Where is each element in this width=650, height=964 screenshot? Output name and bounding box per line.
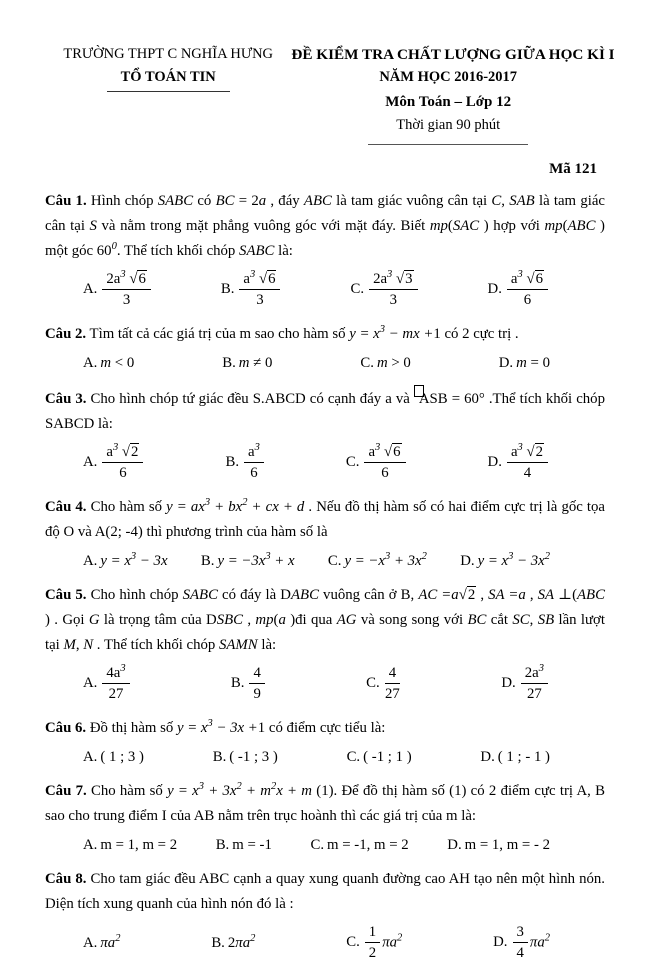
option-label: C. <box>346 934 360 951</box>
department-name: TỔ TOÁN TIN <box>107 69 230 92</box>
fraction: $\frac{4a^3}{27}$ <box>102 664 129 704</box>
sqrt-expression: √6 <box>526 271 543 287</box>
question-label: Câu 4. <box>45 498 87 515</box>
angle-symbol-box <box>414 385 424 397</box>
answer-option-a: A. $y = x^3 - 3x$ <box>83 551 168 569</box>
answer-option-a: A. ( 1 ; 3 ) <box>83 748 144 765</box>
question-text: Câu 8. Cho tam giác đều ABC cạnh a quay xung quanh đường cao AH tạo nên một hình nón. Diện tích xung quanh của hình nón đó là : <box>45 870 605 912</box>
sqrt-expression: √6 <box>384 443 401 460</box>
option-label: B. <box>220 281 235 298</box>
answer-option-d: D. m = 0 <box>498 354 550 371</box>
answer-option-c: C. ( -1 ; 1 ) <box>346 748 412 765</box>
question-text: Câu 1. Hình chóp SABC có BC = 2a , đáy ABC là tam giác vuông cân tại C, SAB là tam giác cân tại S và nằm trong mặt phẳng vuông góc với mặt đáy. Biết mp(SAC ) hợp với mp(ABC ) một góc $60^0$. Thể tích khối chóp SABC là: <box>45 193 605 259</box>
question-2 <box>45 322 605 374</box>
question-label: Câu 6. <box>45 719 87 736</box>
sqrt-expression: √2 <box>458 586 476 603</box>
option-label: A. <box>83 354 98 371</box>
options-row <box>45 922 605 964</box>
school-name: TRƯỜNG THPT C NGHĨA HƯNG <box>63 46 274 62</box>
answer-option-d: D. m = 1, m = - 2 <box>447 836 550 853</box>
option-label: B. <box>212 748 227 765</box>
question-7 <box>45 779 605 856</box>
option-label: D. <box>501 675 516 692</box>
option-label: D. <box>480 748 495 765</box>
option-label: B. <box>230 675 245 692</box>
answer-option-b <box>231 663 267 705</box>
question-6 <box>45 716 605 768</box>
answer-option-c <box>366 663 402 705</box>
option-label: A. <box>83 552 98 569</box>
question-text: Câu 4. Cho hàm số $y = ax^3 + bx^2$ + cx + d . Nếu đồ thị hàm số có hai điểm cực trị là gốc tọa độ O và A(2; -4) thì phương trình của hàm số là <box>45 497 605 540</box>
sqrt-expression: √2 <box>526 443 543 460</box>
question-3 <box>45 385 605 484</box>
school-year: NĂM HỌC 2016-2017 <box>379 69 518 85</box>
options-row <box>45 663 605 705</box>
option-label: D. <box>487 281 502 298</box>
option-label: A. <box>83 934 98 951</box>
options-row <box>45 269 605 311</box>
options-row <box>45 834 605 856</box>
option-label: C. <box>366 675 380 692</box>
question-label: Câu 8. <box>45 870 87 887</box>
option-label: C. <box>327 552 342 569</box>
question-label: Câu 3. <box>45 390 87 407</box>
option-label: D. <box>460 552 475 569</box>
answer-option-b: B. $y = -3x^3 + x$ <box>200 551 295 569</box>
header-divider <box>368 144 528 145</box>
sqrt-expression: √6 <box>129 271 146 287</box>
fraction: $\frac{2a^3}{27}$ <box>521 664 548 704</box>
question-8 <box>45 867 605 964</box>
duration-line: Thời gian 90 phút <box>396 117 501 133</box>
answer-option-d: D. $\frac{3}{4}$ $\pi a^2$ <box>493 923 550 962</box>
answer-option-a: A. m = 1, m = 2 <box>83 836 178 853</box>
header-right-block <box>291 46 615 145</box>
fraction: $\frac{2a^3 √6}{3}$ <box>102 270 150 310</box>
answer-option-b <box>221 269 283 311</box>
answer-option-a <box>83 663 132 705</box>
option-label: B. <box>200 552 215 569</box>
answer-option-a <box>83 442 145 484</box>
answer-option-d <box>501 663 550 705</box>
fraction: $\frac{a^3 √6}{3}$ <box>239 270 280 310</box>
answer-option-c: C. m = -1, m = 2 <box>310 836 409 853</box>
header-left-block <box>45 46 291 145</box>
exam-code: Mã 121 <box>549 161 597 177</box>
sqrt-expression: √2 <box>121 443 139 460</box>
question-5 <box>45 583 605 705</box>
option-label: B. <box>211 934 225 951</box>
question-text: Câu 3. Cho hình chóp tứ giác đều S.ABCD có cạnh đáy a và ASB = 60° .Thể tích khối chóp SABCD là: <box>45 385 605 437</box>
answer-option-b <box>225 442 265 484</box>
exam-title: ĐỀ KIỂM TRA CHẤT LƯỢNG GIỮA HỌC KÌ I <box>291 46 615 63</box>
question-text: Câu 5. Cho hình chóp SABC có đáy là DABC vuông cân ở B, AC =a√2 , SA =a , SA ⊥(ABC ) . Gọi G là trọng tâm của DSBC , mp(a )đi qua AG và song song với BC cắt SC, SB lần lượt tại M, N . Thể tích khối chóp SAMN là: <box>45 586 605 653</box>
question-4 <box>45 495 605 572</box>
fraction: $\frac{4}{9}$ <box>249 664 264 704</box>
answer-option-c: C. m > 0 <box>360 354 411 371</box>
question-label: Câu 1. <box>45 193 87 209</box>
fraction: $\frac{a^3 √2}{4}$ <box>507 443 548 483</box>
option-label: A. <box>83 748 98 765</box>
question-1 <box>45 189 605 311</box>
answer-option-a: A. m < 0 <box>83 354 135 371</box>
answer-option-b: B. m = -1 <box>215 836 272 853</box>
fraction: $\frac{2a^3 √3}{3}$ <box>369 270 417 310</box>
option-label: A. <box>83 675 98 692</box>
question-list <box>45 189 605 964</box>
question-text: Câu 2. Tìm tất cả các giá trị của m sao cho hàm số $y = x^3$ − mx +1 có 2 cực trị . <box>45 324 519 342</box>
options-row <box>45 352 605 374</box>
fraction: $\frac{a^3}{6}$ <box>244 443 264 483</box>
option-label: B. <box>215 836 230 853</box>
options-row <box>45 442 605 484</box>
fraction: $\frac{4}{27}$ <box>385 664 400 703</box>
option-label: C. <box>350 281 365 298</box>
answer-option-b: B. m ≠ 0 <box>222 354 273 371</box>
fraction: $\frac{a^3 √6}{6}$ <box>507 270 548 310</box>
answer-option-c <box>346 442 408 484</box>
answer-option-b: B. $2\pi a^2$ <box>211 932 256 951</box>
options-row <box>45 746 605 768</box>
sqrt-expression: √6 <box>258 271 276 287</box>
sqrt-expression: √3 <box>395 271 413 287</box>
question-text: Câu 6. Đồ thị hàm số $y = x^3 - 3x +1$ có điểm cực tiểu là: <box>45 717 386 736</box>
option-label: C. <box>360 354 374 371</box>
options-row <box>45 550 605 572</box>
option-label: A. <box>83 454 98 471</box>
answer-option-a <box>83 269 153 311</box>
question-label: Câu 7. <box>45 782 87 799</box>
option-label: C. <box>345 454 360 471</box>
answer-option-c <box>350 269 419 311</box>
question-text: Câu 7. Cho hàm số $y = x^3 + 3x^2 + m^2x + m$ (1). Để đồ thị hàm số (1) có 2 điểm cực trị A, B sao cho trung điểm I của AB nằm trên trục hoành thì các giá trị của m là: <box>45 780 605 824</box>
answer-option-d <box>488 442 550 484</box>
answer-option-b: B. ( -1 ; 3 ) <box>212 748 278 765</box>
exam-header <box>45 46 615 145</box>
answer-option-a: A. $\pi a^2$ <box>83 932 121 951</box>
question-label: Câu 2. <box>45 325 87 342</box>
option-label: D. <box>498 354 514 371</box>
subject-line: Môn Toán – Lớp 12 <box>385 94 512 110</box>
question-label: Câu 5. <box>45 586 87 603</box>
fraction: $\frac{a^3 √6}{6}$ <box>364 443 405 483</box>
option-label: D. <box>493 934 508 951</box>
fraction: $\frac{a^3 √2}{6}$ <box>102 443 143 483</box>
option-label: B. <box>225 454 240 471</box>
answer-option-d <box>488 269 550 311</box>
option-label: D. <box>447 836 462 853</box>
answer-option-d: D. ( 1 ; - 1 ) <box>480 748 550 765</box>
answer-option-c: C. $\frac{1}{2}$ $\pi a^2$ <box>346 923 403 962</box>
answer-option-d: D. $y = x^3 - 3x^2$ <box>460 551 550 569</box>
option-label: C. <box>310 836 325 853</box>
option-label: A. <box>83 281 98 298</box>
option-label: C. <box>346 748 361 765</box>
option-label: B. <box>222 354 236 371</box>
fraction: $\frac{1}{2}$ <box>365 923 380 963</box>
option-label: A. <box>83 836 98 853</box>
answer-option-c: C. $y = -x^3 + 3x^2$ <box>327 551 427 569</box>
option-label: D. <box>487 454 502 471</box>
fraction: $\frac{3}{4}$ <box>513 923 528 963</box>
